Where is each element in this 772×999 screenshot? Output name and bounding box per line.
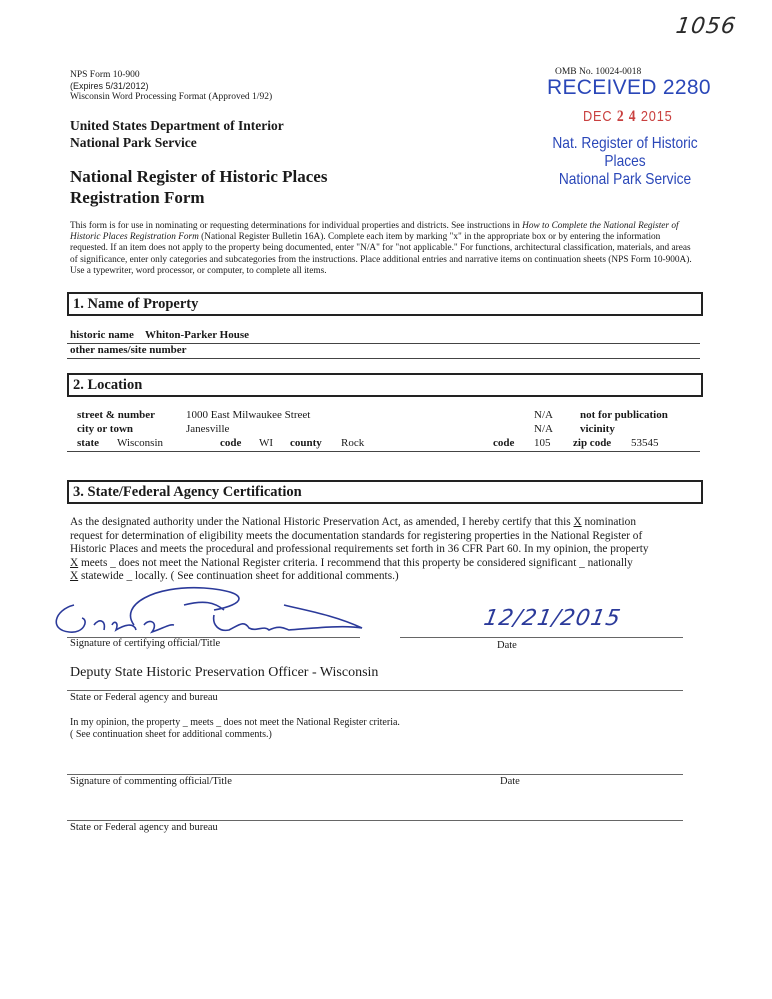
form-format: Wisconsin Word Processing Format (Approved 1/92) (70, 92, 273, 102)
form-meta (70, 70, 272, 103)
divider (67, 690, 683, 691)
instructions-text-1: This form is for use in nominating or requesting determinations for individual properties and districts. See instructions in (70, 221, 523, 231)
commenting-date-label: Date (500, 776, 520, 787)
date-label: Date (497, 640, 517, 651)
county-label: county (290, 437, 322, 449)
form-number: NPS Form 10-900 (70, 70, 140, 80)
state-code-label: code (220, 437, 242, 449)
section-1-header: 1. Name of Property (67, 292, 703, 316)
stamp-org-line1: Nat. Register of Historic Places (552, 135, 698, 170)
historic-name-label: historic name (70, 329, 134, 341)
stamp-month: DEC (583, 108, 613, 125)
state-label: state (77, 437, 99, 449)
opinion-line: ( See continuation sheet for additional comments.) (70, 729, 272, 740)
commenting-agency-line (67, 820, 683, 821)
signed-date[interactable]: 12/21/2015 (481, 606, 624, 631)
divider (67, 451, 700, 452)
cert-text: As the designated authority under the National Historic Preservation Act, as amended, I hereby certify that this (70, 516, 574, 528)
vicinity-value[interactable]: N/A (534, 423, 553, 435)
divider (67, 358, 700, 359)
not-for-publication-value[interactable]: N/A (534, 409, 553, 421)
statewide-checkbox[interactable]: X (70, 570, 79, 583)
cert-text: meets _ does not meet the National Register criteria. I recommend that this property be considered significant _ nationally (78, 556, 633, 569)
stamp-day: 2 4 (616, 108, 637, 125)
certification-statement (70, 516, 700, 584)
agency-label: State or Federal agency and bureau (70, 692, 218, 703)
vicinity-label: vicinity (580, 423, 615, 435)
street-label: street & number (77, 409, 155, 421)
opinion-line: In my opinion, the property _ meets _ does not meet the National Register criteria. (70, 717, 400, 728)
cert-text: statewide _ locally. ( See continuation sheet for additional comments.) (78, 570, 399, 583)
section-3-header: 3. State/Federal Agency Certification (67, 480, 703, 504)
state-code-value[interactable]: WI (259, 437, 274, 449)
department-name: United States Department of Interior (70, 118, 284, 133)
signature-scribble-icon (44, 580, 374, 640)
stamp-year: 2015 (640, 108, 673, 125)
instructions-paragraph (70, 221, 696, 277)
street-value[interactable]: 1000 East Milwaukee Street (186, 409, 311, 421)
stamp-org-line2: National Park Service (558, 171, 692, 188)
historic-name-value[interactable]: Whiton-Parker House (145, 329, 249, 341)
signature-label: Signature of certifying official/Title (70, 638, 221, 649)
meets-checkbox[interactable]: X (70, 556, 79, 569)
nomination-checkbox[interactable]: X (573, 516, 582, 528)
service-name: National Park Service (70, 135, 197, 150)
department-heading (70, 117, 284, 151)
instructions-text-2: (National Register Bulletin 16A). Complete each item by marking "x" in the appropriate box or by entering the information requested. If an item does not apply to the property being documented, enter "N/A" for "not applicable." For functions, architectural classification, materials, and areas of significance, enter only categories and subcategories from the instructions. Place additional entries and narrative items on continuation sheets (NPS Form 10-900A). Use a typewriter, word processor, or computer, to complete all items. (70, 232, 692, 276)
form-title (70, 166, 327, 208)
zip-label: zip code (573, 437, 612, 449)
commenting-agency-label: State or Federal agency and bureau (70, 822, 218, 833)
received-stamp: RECEIVED 2280 (547, 76, 711, 99)
form-title-line2: Registration Form (70, 188, 205, 207)
cert-text: request for determination of eligibility meets the documentation standards for registering properties in the National Register of (70, 529, 643, 542)
form-title-line1: National Register of Historic Places (70, 167, 328, 186)
section-2-header: 2. Location (67, 373, 703, 397)
cert-text: Historic Places and meets the procedural and professional requirements set forth in 36 CFR Part 60. In my opinion, the property (70, 543, 649, 556)
opinion-statement (70, 717, 400, 741)
county-code-value[interactable]: 105 (534, 437, 551, 449)
commenting-signature-label: Signature of commenting official/Title (70, 776, 232, 787)
cert-text: nomination (581, 516, 636, 528)
received-date-stamp (583, 108, 673, 126)
form-expiration: (Expires 5/31/2012) (70, 81, 149, 91)
city-label: city or town (77, 423, 134, 435)
instructions-reference: How to Complete the National Register of Historic Places Registration Form (70, 221, 679, 243)
zip-value[interactable]: 53545 (631, 437, 659, 449)
state-value[interactable]: Wisconsin (117, 437, 163, 449)
handwritten-page-number: 1056 (674, 14, 738, 39)
other-names-label: other names/site number (70, 344, 187, 356)
date-line (400, 637, 683, 638)
stamp-organization (535, 135, 716, 189)
city-value[interactable]: Janesville (186, 423, 230, 435)
officer-title[interactable]: Deputy State Historic Preservation Officer - Wisconsin (70, 665, 379, 680)
county-value[interactable]: Rock (341, 437, 365, 449)
county-code-label: code (493, 437, 515, 449)
omb-number: OMB No. 10024-0018 (555, 67, 642, 77)
not-for-publication-label: not for publication (580, 409, 668, 421)
commenting-signature-line (67, 774, 683, 775)
